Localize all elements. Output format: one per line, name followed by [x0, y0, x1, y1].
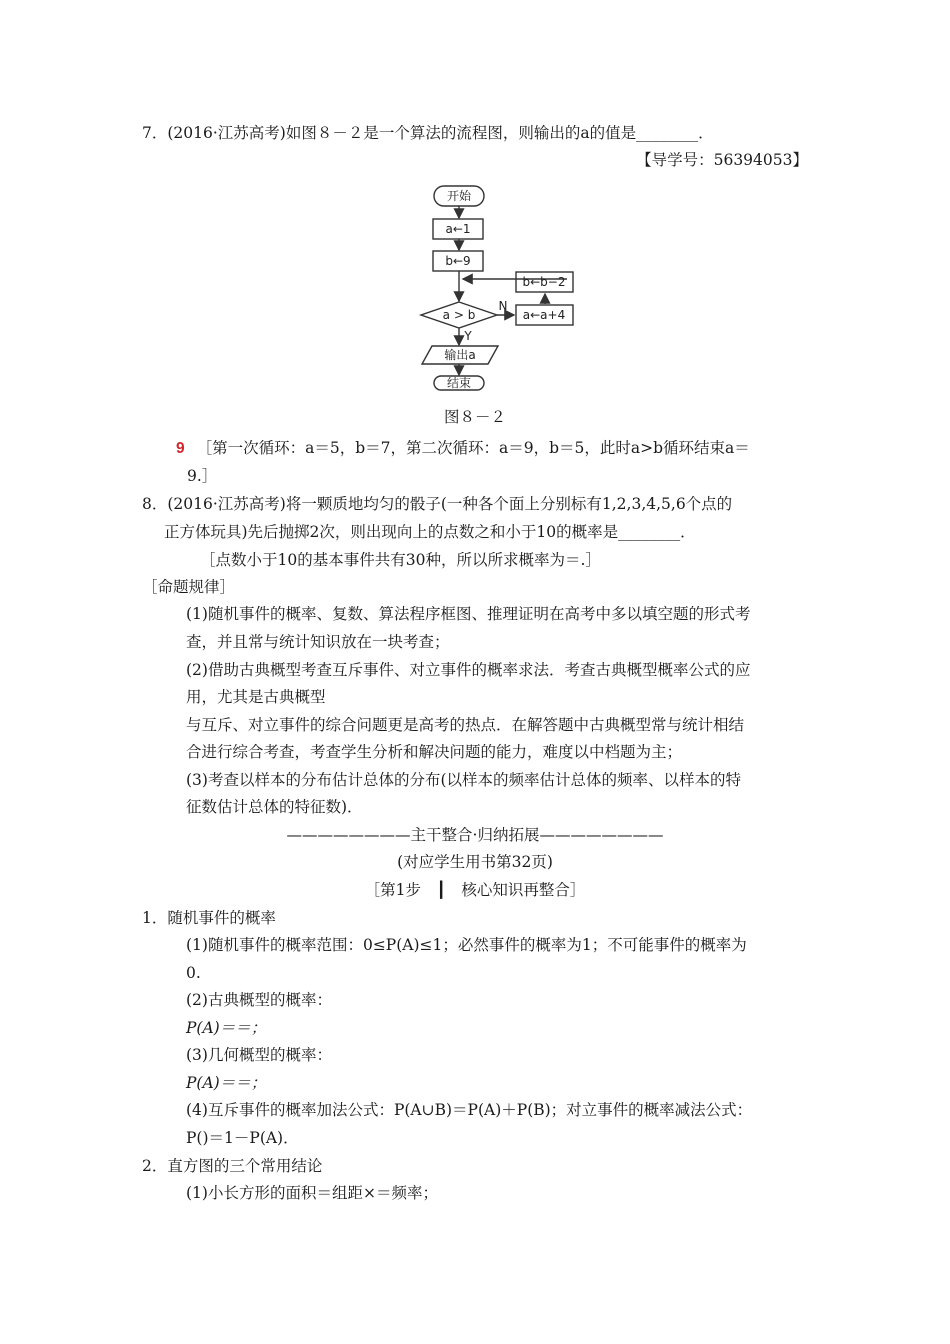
rules-line: 合进行综合考查，考查学生分析和解决问题的能力，难度以中档题为主；: [186, 743, 683, 761]
section-step: ［第1步 ┃ 核心知识再整合］: [364, 881, 586, 899]
knowledge-p1b: 0.: [186, 964, 201, 982]
section-title: ————————主干整合·归纳拓展————————: [286, 826, 664, 844]
flow-start-label: 开始: [446, 189, 472, 203]
flow-end-label: 结束: [446, 376, 472, 390]
flowchart: [0, 182, 950, 392]
figure-caption: 图８－２: [443, 408, 506, 426]
rules-line: (2)借助古典概型考查互斥事件、对立事件的概率求法．考查古典概型概率公式的应: [186, 661, 751, 679]
flow-assign-a-label: a←1: [445, 222, 471, 236]
rules-line: 征数估计总体的特征数)．: [186, 798, 363, 816]
answer-number: 9: [176, 440, 185, 457]
q7-answer-line1: [176, 437, 750, 460]
flow-output-label: 输出a: [444, 348, 476, 362]
knowledge-p4-formula: P()＝1－P(A)．: [186, 1129, 299, 1147]
knowledge-p1: (1)随机事件的概率范围：0≤P(A)≤1；必然事件的概率为1；不可能事件的概率为: [186, 936, 747, 954]
flow-update-a-label: a←a+4: [522, 308, 566, 322]
rules-line: 用，尤其是古典概型: [186, 688, 326, 706]
flow-no-label: N: [498, 299, 508, 313]
rules-line: 查，并且常与统计知识放在一块考查；: [186, 633, 450, 651]
q7-answer-line2: 9.］: [187, 467, 218, 485]
knowledge-p5: (1)小长方形的面积＝组距×＝频率；: [186, 1184, 438, 1202]
q8-line1: 8．(2016·江苏高考)将一颗质地均匀的骰子(一种各个面上分别标有1,2,3,4,5,6个点的: [142, 495, 733, 513]
flow-condition-label: a > b: [442, 308, 476, 322]
answer-text: ［第一次循环：a＝5，b＝7，第二次循环：a＝9，b＝5，此时a>b循环结束a＝: [196, 439, 750, 457]
rules-line: (3)考查以样本的分布估计总体的分布(以样本的频率估计总体的频率、以样本的特: [186, 771, 742, 789]
knowledge-p4: (4)互斥事件的概率加法公式：P(A∪B)＝P(A)＋P(B)；对立事件的概率减法公式：: [186, 1101, 753, 1119]
q7-text: 7．(2016·江苏高考)如图８－２是一个算法的流程图，则输出的a的值是________．: [142, 124, 714, 142]
rules-line: 与互斥、对立事件的综合问题更是高考的热点．在解答题中古典概型常与统计相结: [186, 716, 745, 734]
knowledge-p2-formula: P(A)＝＝；: [186, 1019, 267, 1037]
q7-code: 【导学号：56394053】: [636, 151, 808, 169]
rules-heading: ［命题规律］: [142, 578, 236, 596]
knowledge-p2: (2)古典概型的概率：: [186, 991, 332, 1009]
knowledge-p3-formula: P(A)＝＝；: [186, 1074, 267, 1092]
q8-line2: 正方体玩具)先后抛掷2次，则出现向上的点数之和小于10的概率是________．: [164, 523, 696, 541]
flow-assign-b-label: b←9: [445, 254, 471, 268]
q8-answer: ［点数小于10的基本事件共有30种，所以所求概率为＝.］: [200, 551, 601, 569]
flow-update-b-label: b←b−2: [522, 275, 566, 289]
knowledge-p3: (3)几何概型的概率：: [186, 1046, 332, 1064]
rules-line: (1)随机事件的概率、复数、算法程序框图、推理证明在高考中多以填空题的形式考: [186, 605, 751, 623]
flow-yes-label: Y: [464, 329, 472, 343]
knowledge-heading-2: 2．直方图的三个常用结论: [142, 1157, 323, 1175]
knowledge-heading-1: 1．随机事件的概率: [142, 909, 276, 927]
section-subtitle: (对应学生用书第32页): [397, 853, 553, 871]
